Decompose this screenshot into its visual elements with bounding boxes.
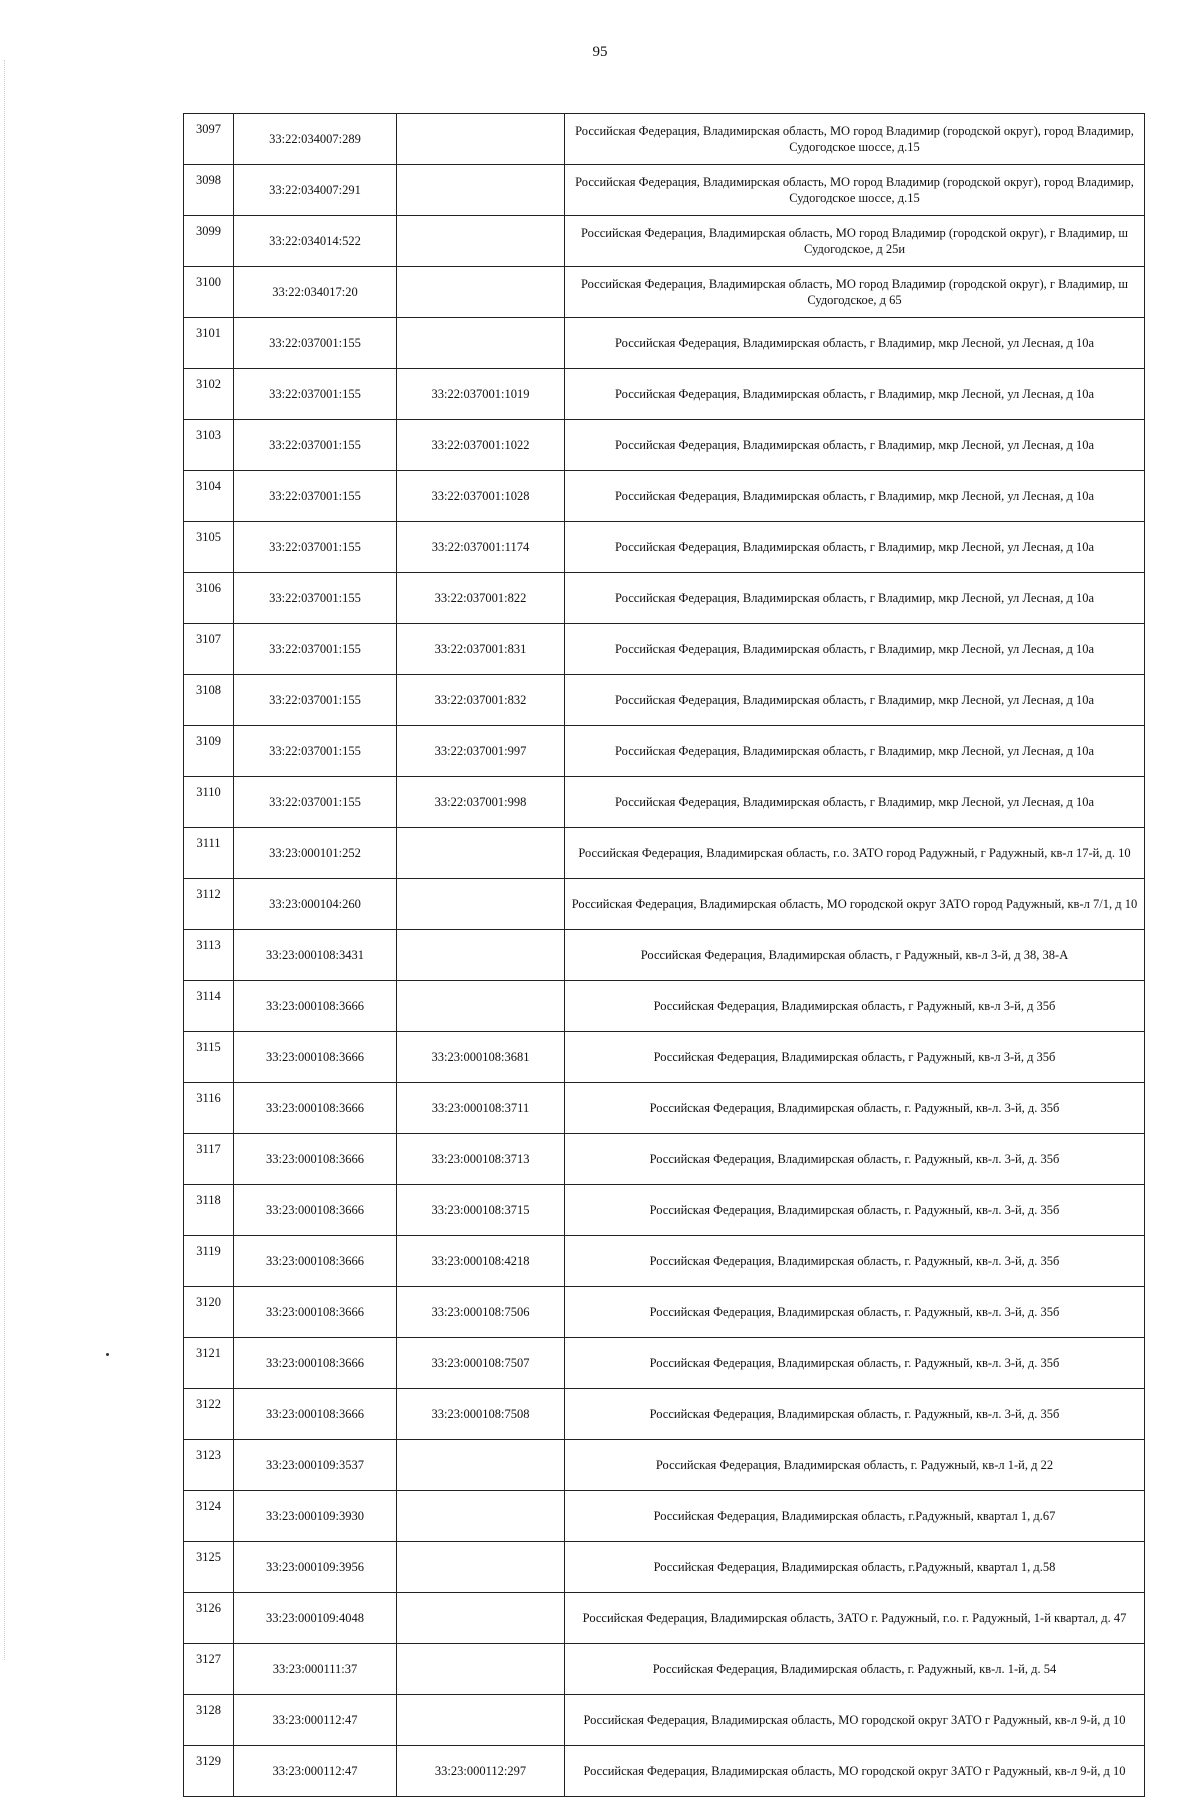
table-row [184,930,1145,981]
sub-cadastral-number-cell [397,1593,565,1644]
table-row [184,675,1145,726]
cadastral-number-cell: 33:22:037001:155 [234,471,397,522]
address-cell: Российская Федерация, Владимирская область, МО городской округ ЗАТО город Радужный, кв-л 7/1, д 10 [565,879,1145,930]
address-cell: Российская Федерация, Владимирская область, г Владимир, мкр Лесной, ул Лесная, д 10а [565,369,1145,420]
table-row [184,1185,1145,1236]
address-cell: Российская Федерация, Владимирская область, МО город Владимир (городской округ), г Владимир, ш Судогодское, д 25и [565,216,1145,267]
row-number-cell: 3129 [184,1746,234,1797]
cadastral-number-cell: 33:23:000108:3431 [234,930,397,981]
address-cell: Российская Федерация, Владимирская область, г Владимир, мкр Лесной, ул Лесная, д 10а [565,471,1145,522]
scan-margin-dots [4,60,6,1660]
cadastral-number-cell: 33:23:000108:3666 [234,1236,397,1287]
address-cell: Российская Федерация, Владимирская область, г Владимир, мкр Лесной, ул Лесная, д 10а [565,420,1145,471]
address-cell: Российская Федерация, Владимирская область, г. Радужный, кв-л. 3-й, д. 35б [565,1389,1145,1440]
cadastral-number-cell: 33:23:000101:252 [234,828,397,879]
cadastral-number-cell: 33:22:034007:289 [234,114,397,165]
table-row [184,1491,1145,1542]
cadastral-number-cell: 33:23:000108:3666 [234,1389,397,1440]
sub-cadastral-number-cell: 33:23:000108:7506 [397,1287,565,1338]
sub-cadastral-number-cell: 33:23:000108:4218 [397,1236,565,1287]
address-cell: Российская Федерация, Владимирская область, г. Радужный, кв-л. 3-й, д. 35б [565,1338,1145,1389]
page-number: 95 [592,44,608,60]
sub-cadastral-number-cell: 33:23:000108:3711 [397,1083,565,1134]
table-row [184,318,1145,369]
table-row [184,828,1145,879]
sub-cadastral-number-cell: 33:22:037001:831 [397,624,565,675]
scan-speck [106,1353,109,1356]
address-cell: Российская Федерация, Владимирская область, МО город Владимир (городской округ), город Владимир, Судогодское шоссе, д.15 [565,114,1145,165]
table-row [184,1134,1145,1185]
table-row [184,114,1145,165]
sub-cadastral-number-cell: 33:22:037001:998 [397,777,565,828]
row-number-cell: 3124 [184,1491,234,1542]
cadastral-number-cell: 33:23:000108:3666 [234,1338,397,1389]
cadastral-number-cell: 33:23:000109:3930 [234,1491,397,1542]
address-cell: Российская Федерация, Владимирская область, г Владимир, мкр Лесной, ул Лесная, д 10а [565,318,1145,369]
row-number-cell: 3103 [184,420,234,471]
row-number-cell: 3115 [184,1032,234,1083]
address-cell: Российская Федерация, Владимирская область, ЗАТО г. Радужный, г.о. г. Радужный, 1-й квартал, д. 47 [565,1593,1145,1644]
address-cell: Российская Федерация, Владимирская область, г. Радужный, кв-л. 3-й, д. 35б [565,1134,1145,1185]
row-number-cell: 3116 [184,1083,234,1134]
address-cell: Российская Федерация, Владимирская область, МО городской округ ЗАТО г Радужный, кв-л 9-й, д 10 [565,1746,1145,1797]
cadastral-registry-table [183,113,1145,1797]
address-cell: Российская Федерация, Владимирская область, МО город Владимир (городской округ), город Владимир, Судогодское шоссе, д.15 [565,165,1145,216]
row-number-cell: 3105 [184,522,234,573]
sub-cadastral-number-cell: 33:22:037001:1022 [397,420,565,471]
sub-cadastral-number-cell: 33:23:000112:297 [397,1746,565,1797]
address-cell: Российская Федерация, Владимирская область, г. Радужный, кв-л. 3-й, д. 35б [565,1185,1145,1236]
cadastral-number-cell: 33:22:037001:155 [234,624,397,675]
table-row [184,624,1145,675]
cadastral-number-cell: 33:23:000108:3666 [234,1032,397,1083]
cadastral-number-cell: 33:23:000111:37 [234,1644,397,1695]
sub-cadastral-number-cell [397,1440,565,1491]
table-row [184,1083,1145,1134]
sub-cadastral-number-cell [397,1491,565,1542]
row-number-cell: 3121 [184,1338,234,1389]
table-row [184,573,1145,624]
table-row [184,369,1145,420]
row-number-cell: 3101 [184,318,234,369]
address-cell: Российская Федерация, Владимирская область, г Владимир, мкр Лесной, ул Лесная, д 10а [565,777,1145,828]
address-cell: Российская Федерация, Владимирская область, г. Радужный, кв-л. 1-й, д. 54 [565,1644,1145,1695]
cadastral-number-cell: 33:22:034014:522 [234,216,397,267]
sub-cadastral-number-cell: 33:23:000108:3715 [397,1185,565,1236]
table-row [184,420,1145,471]
row-number-cell: 3127 [184,1644,234,1695]
table-row [184,981,1145,1032]
row-number-cell: 3119 [184,1236,234,1287]
cadastral-number-cell: 33:23:000104:260 [234,879,397,930]
cadastral-number-cell: 33:22:034007:291 [234,165,397,216]
sub-cadastral-number-cell: 33:22:037001:1028 [397,471,565,522]
table-row [184,1287,1145,1338]
row-number-cell: 3106 [184,573,234,624]
cadastral-number-cell: 33:22:037001:155 [234,522,397,573]
address-cell: Российская Федерация, Владимирская область, г.Радужный, квартал 1, д.58 [565,1542,1145,1593]
table-row [184,216,1145,267]
row-number-cell: 3120 [184,1287,234,1338]
address-cell: Российская Федерация, Владимирская область, г Владимир, мкр Лесной, ул Лесная, д 10а [565,573,1145,624]
cadastral-number-cell: 33:23:000109:4048 [234,1593,397,1644]
sub-cadastral-number-cell: 33:23:000108:3681 [397,1032,565,1083]
row-number-cell: 3113 [184,930,234,981]
row-number-cell: 3097 [184,114,234,165]
cadastral-number-cell: 33:23:000109:3537 [234,1440,397,1491]
sub-cadastral-number-cell [397,318,565,369]
sub-cadastral-number-cell [397,981,565,1032]
registry-table-body [184,114,1145,1797]
address-cell: Российская Федерация, Владимирская область, МО городской округ ЗАТО г Радужный, кв-л 9-й, д 10 [565,1695,1145,1746]
table-row [184,1236,1145,1287]
table-row [184,726,1145,777]
address-cell: Российская Федерация, Владимирская область, г. Радужный, кв-л. 3-й, д. 35б [565,1083,1145,1134]
cadastral-number-cell: 33:22:037001:155 [234,573,397,624]
address-cell: Российская Федерация, Владимирская область, г Радужный, кв-л 3-й, д 35б [565,981,1145,1032]
table-row [184,1644,1145,1695]
address-cell: Российская Федерация, Владимирская область, г. Радужный, кв-л. 3-й, д. 35б [565,1287,1145,1338]
sub-cadastral-number-cell [397,879,565,930]
row-number-cell: 3109 [184,726,234,777]
cadastral-number-cell: 33:22:037001:155 [234,777,397,828]
cadastral-number-cell: 33:23:000112:47 [234,1695,397,1746]
row-number-cell: 3108 [184,675,234,726]
cadastral-number-cell: 33:22:037001:155 [234,318,397,369]
row-number-cell: 3122 [184,1389,234,1440]
row-number-cell: 3128 [184,1695,234,1746]
row-number-cell: 3126 [184,1593,234,1644]
cadastral-number-cell: 33:23:000112:47 [234,1746,397,1797]
sub-cadastral-number-cell: 33:22:037001:1019 [397,369,565,420]
sub-cadastral-number-cell: 33:22:037001:832 [397,675,565,726]
row-number-cell: 3111 [184,828,234,879]
sub-cadastral-number-cell [397,165,565,216]
row-number-cell: 3102 [184,369,234,420]
cadastral-number-cell: 33:23:000108:3666 [234,981,397,1032]
table-row [184,1338,1145,1389]
row-number-cell: 3123 [184,1440,234,1491]
table-row [184,1695,1145,1746]
row-number-cell: 3125 [184,1542,234,1593]
address-cell: Российская Федерация, Владимирская область, г Владимир, мкр Лесной, ул Лесная, д 10а [565,726,1145,777]
table-row [184,1593,1145,1644]
sub-cadastral-number-cell: 33:22:037001:1174 [397,522,565,573]
address-cell: Российская Федерация, Владимирская область, г Радужный, кв-л 3-й, д 35б [565,1032,1145,1083]
row-number-cell: 3117 [184,1134,234,1185]
row-number-cell: 3099 [184,216,234,267]
address-cell: Российская Федерация, Владимирская область, г. Радужный, кв-л 1-й, д 22 [565,1440,1145,1491]
sub-cadastral-number-cell: 33:22:037001:997 [397,726,565,777]
sub-cadastral-number-cell [397,930,565,981]
cadastral-number-cell: 33:23:000109:3956 [234,1542,397,1593]
row-number-cell: 3100 [184,267,234,318]
row-number-cell: 3118 [184,1185,234,1236]
sub-cadastral-number-cell [397,828,565,879]
row-number-cell: 3112 [184,879,234,930]
table-row [184,1389,1145,1440]
address-cell: Российская Федерация, Владимирская область, г.о. ЗАТО город Радужный, г Радужный, кв-л 17-й, д. 10 [565,828,1145,879]
table-row [184,267,1145,318]
sub-cadastral-number-cell [397,1644,565,1695]
row-number-cell: 3098 [184,165,234,216]
sub-cadastral-number-cell [397,267,565,318]
cadastral-number-cell: 33:23:000108:3666 [234,1287,397,1338]
address-cell: Российская Федерация, Владимирская область, г Владимир, мкр Лесной, ул Лесная, д 10а [565,675,1145,726]
cadastral-number-cell: 33:22:037001:155 [234,726,397,777]
cadastral-number-cell: 33:23:000108:3666 [234,1083,397,1134]
table-row [184,1746,1145,1797]
cadastral-number-cell: 33:23:000108:3666 [234,1134,397,1185]
cadastral-number-cell: 33:22:034017:20 [234,267,397,318]
table-row [184,1440,1145,1491]
row-number-cell: 3107 [184,624,234,675]
address-cell: Российская Федерация, Владимирская область, МО город Владимир (городской округ), г Владимир, ш Судогодское, д 65 [565,267,1145,318]
sub-cadastral-number-cell: 33:22:037001:822 [397,573,565,624]
table-row [184,522,1145,573]
table-row [184,1032,1145,1083]
cadastral-number-cell: 33:22:037001:155 [234,675,397,726]
sub-cadastral-number-cell: 33:23:000108:7507 [397,1338,565,1389]
address-cell: Российская Федерация, Владимирская область, г Радужный, кв-л 3-й, д 38, 38-А [565,930,1145,981]
address-cell: Российская Федерация, Владимирская область, г. Радужный, кв-л. 3-й, д. 35б [565,1236,1145,1287]
cadastral-number-cell: 33:22:037001:155 [234,420,397,471]
sub-cadastral-number-cell [397,216,565,267]
sub-cadastral-number-cell [397,114,565,165]
address-cell: Российская Федерация, Владимирская область, г.Радужный, квартал 1, д.67 [565,1491,1145,1542]
address-cell: Российская Федерация, Владимирская область, г Владимир, мкр Лесной, ул Лесная, д 10а [565,522,1145,573]
sub-cadastral-number-cell: 33:23:000108:7508 [397,1389,565,1440]
table-row [184,471,1145,522]
address-cell: Российская Федерация, Владимирская область, г Владимир, мкр Лесной, ул Лесная, д 10а [565,624,1145,675]
row-number-cell: 3114 [184,981,234,1032]
table-row [184,165,1145,216]
sub-cadastral-number-cell [397,1542,565,1593]
table-row [184,1542,1145,1593]
row-number-cell: 3104 [184,471,234,522]
sub-cadastral-number-cell: 33:23:000108:3713 [397,1134,565,1185]
table-row [184,879,1145,930]
table-row [184,777,1145,828]
row-number-cell: 3110 [184,777,234,828]
sub-cadastral-number-cell [397,1695,565,1746]
cadastral-number-cell: 33:22:037001:155 [234,369,397,420]
cadastral-number-cell: 33:23:000108:3666 [234,1185,397,1236]
